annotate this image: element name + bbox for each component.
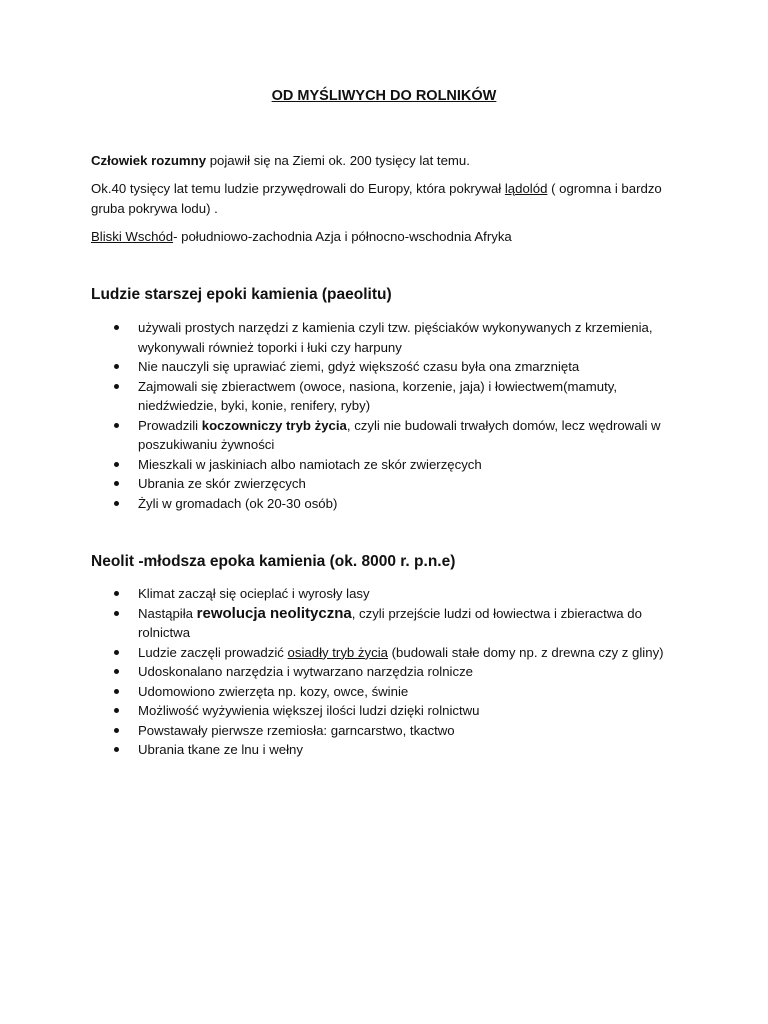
list-item: Zajmowali się zbieractwem (owoce, nasiona, korzenie, jaja) i łowiectwem(mamuty, niedźwiedzie, byki, konie, renifery, ryby) [91, 377, 691, 416]
section-heading-paleolit: Ludzie starszej epoki kamienia (paeolitu) [91, 286, 392, 303]
bullet-icon [114, 611, 119, 616]
bullet-icon [114, 325, 119, 330]
underlined-term-ladolod: lądolód [504, 181, 548, 196]
bullet-icon [114, 364, 119, 369]
bullet-icon [114, 384, 119, 389]
document-title: OD MYŚLIWYCH DO ROLNIKÓW [271, 88, 497, 104]
list-item: Ludzie zaczęli prowadzić osiadły tryb życia (budowali stałe domy np. z drewna czy z gliny) [91, 643, 691, 663]
bold-term: koczowniczy tryb życia [201, 417, 347, 433]
intro-text: Ok.40 tysięcy lat temu ludzie przywędrowali do Europy, która pokrywał [91, 181, 505, 196]
list-item: Powstawały pierwsze rzemiosła: garncarstwo, tkactwo [91, 721, 691, 741]
intro-paragraph-1 [91, 151, 691, 171]
underlined-term-bliski-wschod: Bliski Wschód [91, 229, 174, 244]
list-item: Mieszkali w jaskiniach albo namiotach ze skór zwierzęcych [91, 455, 691, 475]
intro-text: pojawił się na Ziemi ok. 200 tysięcy lat temu. [206, 153, 470, 168]
bullet-list-paleolit [91, 318, 691, 513]
list-item: Nie nauczyli się uprawiać ziemi, gdyż większość czasu była ona zmarznięta [91, 357, 691, 377]
intro-text: ( ogromna i bardzo gruba pokrywa lodu) . [91, 181, 662, 216]
underlined-term: osiadły tryb życia [287, 644, 388, 660]
list-item: Prowadzili koczowniczy tryb życia, czyli nie budowali trwałych domów, lecz wędrowali w poszukiwaniu żywności [91, 416, 691, 455]
intro-text: - południowo-zachodnia Azja i północno-wschodnia Afryka [173, 229, 512, 244]
bullet-icon [114, 708, 119, 713]
list-item: używali prostych narzędzi z kamienia czyli tzw. pięściaków wykonywanych z krzemienia, wykonywali również toporki i łuki czy harpuny [91, 318, 691, 357]
section-heading-neolit: Neolit -młodsza epoka kamienia (ok. 8000 r. p.n.e) [91, 553, 456, 570]
bullet-icon [114, 501, 119, 506]
list-item: Klimat zaczął się ocieplać i wyrosły lasy [91, 584, 691, 604]
bullet-icon [114, 747, 119, 752]
intro-bold-term: Człowiek rozumny [91, 153, 207, 168]
bullet-list-neolit [91, 584, 691, 760]
intro-paragraph-3 [91, 227, 691, 247]
list-item: Żyli w gromadach (ok 20-30 osób) [91, 494, 691, 514]
bold-term: rewolucja neolityczna [196, 604, 352, 622]
list-item: Udomowiono zwierzęta np. kozy, owce, świnie [91, 682, 691, 702]
bullet-icon [114, 669, 119, 674]
bullet-icon [114, 650, 119, 655]
list-item: Udoskonalano narzędzia i wytwarzano narzędzia rolnicze [91, 662, 691, 682]
bullet-icon [114, 689, 119, 694]
list-item: Nastąpiła rewolucja neolityczna, czyli przejście ludzi od łowiectwa i zbieractwa do rolnictwa [91, 604, 691, 643]
bullet-icon [114, 423, 119, 428]
list-item: Możliwość wyżywienia większej ilości ludzi dzięki rolnictwu [91, 701, 691, 721]
intro-paragraph-2 [91, 179, 691, 219]
list-item: Ubrania ze skór zwierzęcych [91, 474, 691, 494]
bullet-icon [114, 481, 119, 486]
bullet-icon [114, 591, 119, 596]
bullet-icon [114, 462, 119, 467]
bullet-icon [114, 728, 119, 733]
list-item: Ubrania tkane ze lnu i wełny [91, 740, 691, 760]
